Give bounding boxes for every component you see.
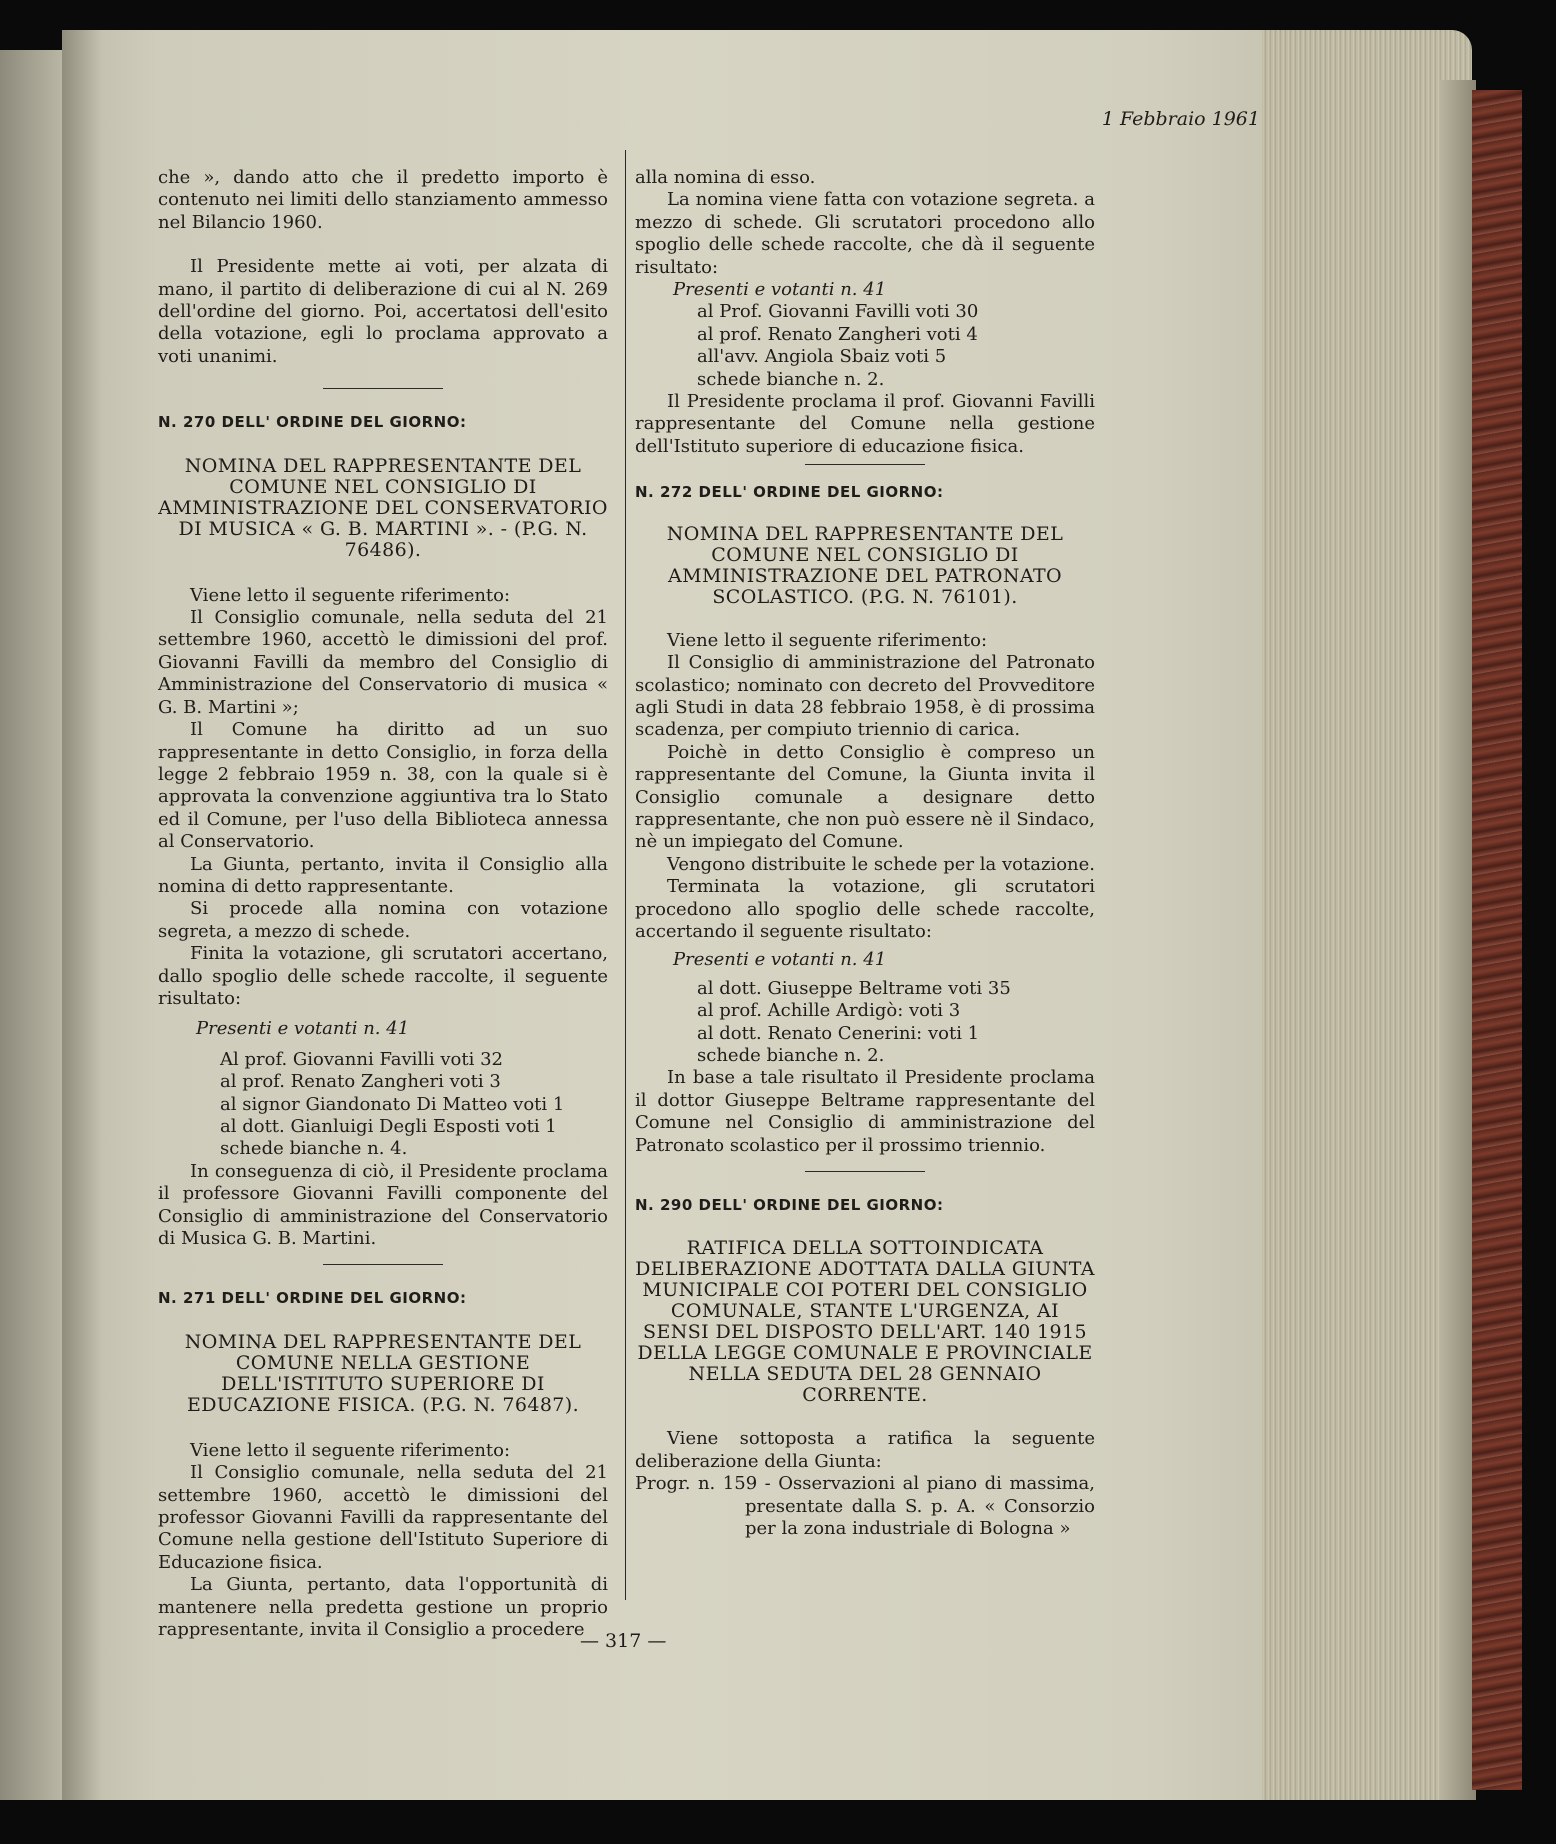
vote-line: schede bianche n. 2. — [697, 1045, 885, 1066]
left-column — [158, 167, 608, 1642]
paragraph: Il Presidente proclama il prof. Giovanni Favilli rappresentante del Comune nella gestione dell'Istituto superiore di educazione fisica. — [635, 391, 1095, 457]
paragraph: Il Consiglio comunale, nella seduta del 21 settembre 1960, accettò le dimissioni del prof. Giovanni Favilli da membro del Consiglio di Amministrazione del Conservatorio di musica « G. B. Martini »; — [158, 607, 608, 718]
paragraph: In conseguenza di ciò, il Presidente proclama il professore Giovanni Favilli componente del Consiglio di amministrazione del Conservatorio di Musica G. B. Martini. — [158, 1160, 608, 1250]
votes-heading: Presenti e votanti n. 41 — [673, 279, 887, 301]
page-header-date: 1 Febbraio 1961 — [1101, 108, 1260, 130]
gutter-shadow — [62, 30, 102, 1800]
paragraph: Terminata la votazione, gli scrutatori procedono allo spoglio delle schede raccolte, accertando il seguente risultato: — [635, 876, 1095, 942]
section-title-290: RATIFICA DELLA SOTTOINDICATA DELIBERAZIONE ADOTTATA DALLA GIUNTA MUNICIPALE COI POTERI DEL CONSIGLIO COMUNALE, STANTE L'URGENZA, AI SENSI DEL DISPOSTO DELL'ART. 140 1915 DELLA LEGGE COMUNALE E PROVINCIALE NELLA SEDUTA DEL 28 GENNAIO CORRENTE. — [635, 1237, 1095, 1407]
section-heading-272: N. 272 DELL' ORDINE DEL GIORNO: — [635, 483, 944, 502]
paragraph: La Giunta, pertanto, data l'opportunità di mantenere nella predetta gestione un proprio rappresentante, invita il Consiglio a procedere — [158, 1574, 608, 1641]
vote-line: schede bianche n. 4. — [220, 1138, 408, 1160]
paragraph: Vengono distribuite le schede per la votazione. — [667, 853, 1096, 875]
paragraph: che », dando atto che il predetto importo è contenuto nei limiti dello stanziamento ammesso nel Bilancio 1960. — [158, 167, 608, 233]
vote-line: al dott. Giuseppe Beltrame voti 35 — [697, 977, 1011, 999]
paragraph: Il Consiglio di amministrazione del Patronato scolastico; nominato con decreto del Provveditore agli Studi in data 28 febbraio 1958, è di prossima scadenza, per compiuto triennio di carica. — [635, 652, 1095, 741]
vote-line: al dott. Renato Cenerini: voti 1 — [697, 1022, 980, 1044]
paragraph: Viene letto il seguente riferimento: — [667, 629, 988, 651]
section-heading-290: N. 290 DELL' ORDINE DEL GIORNO: — [635, 1196, 944, 1215]
paragraph: La Giunta, pertanto, invita il Consiglio alla nomina di detto rappresentante. — [158, 853, 608, 897]
paragraph: Viene sottoposta a ratifica la seguente deliberazione della Giunta: — [635, 1428, 1095, 1472]
book-spine-edge — [1440, 80, 1476, 1800]
paragraph: In base a tale risultato il Presidente proclama il dottor Giuseppe Beltrame rappresentante del Comune nel Consiglio di amministrazione del Patronato scolastico per il prossimo triennio. — [635, 1067, 1095, 1156]
paragraph: Il Consiglio comunale, nella seduta del 21 settembre 1960, accettò le dimissioni del professor Giovanni Favilli da rappresentante del Comune nella gestione dell'Istituto Superiore di Educazione fisica. — [158, 1462, 608, 1573]
vote-line: al prof. Renato Zangheri voti 3 — [220, 1071, 501, 1093]
vote-line: al dott. Gianluigi Degli Esposti voti 1 — [220, 1116, 557, 1137]
paragraph: La nomina viene fatta con votazione segreta. a mezzo di schede. Gli scrutatori procedono allo spoglio delle schede raccolte, che dà il seguente risultato: — [635, 189, 1095, 278]
section-title-270: NOMINA DEL RAPPRESENTANTE DEL COMUNE NEL CONSIGLIO DI AMMINISTRAZIONE DEL CONSERVATORIO DI MUSICA « G. B. MARTINI ». - (P.G. N. 76486). — [158, 454, 608, 561]
vote-line: Al prof. Giovanni Favilli voti 32 — [220, 1048, 503, 1070]
paragraph: Poichè in detto Consiglio è compreso un rappresentante del Comune, la Giunta invita il Consiglio comunale a designare detto rappresentante, che non può essere nè il Sindaco, nè un impiegato del Comune. — [635, 741, 1095, 853]
section-heading-270: N. 270 DELL' ORDINE DEL GIORNO: — [158, 413, 467, 432]
vote-line: all'avv. Angiola Sbaiz voti 5 — [697, 346, 947, 368]
page-number: — 317 — — [580, 1630, 667, 1652]
vote-line: al signor Giandonato Di Matteo voti 1 — [220, 1093, 565, 1115]
facing-page-edge — [0, 50, 62, 1800]
right-column — [635, 167, 1095, 1540]
votes-heading: Presenti e votanti n. 41 — [673, 949, 887, 971]
vote-line: al Prof. Giovanni Favilli voti 30 — [697, 301, 979, 323]
section-title-272: NOMINA DEL RAPPRESENTANTE DEL COMUNE NEL CONSIGLIO DI AMMINISTRAZIONE DEL PATRONATO SCOLASTICO. (P.G. N. 76101). — [666, 522, 1064, 608]
marbled-cover — [1472, 90, 1522, 1790]
vote-line: al prof. Renato Zangheri voti 4 — [697, 323, 978, 345]
vote-line: schede bianche n. 2. — [697, 368, 885, 390]
column-divider — [625, 150, 626, 1600]
section-heading-271: N. 271 DELL' ORDINE DEL GIORNO: — [158, 1289, 467, 1308]
paragraph: Il Comune ha diritto ad un suo rappresentante in detto Consiglio, in forza della legge 2 febbraio 1959 n. 38, con la quale si è approvata la convenzione aggiuntiva tra lo Stato ed il Comune, per l'uso della Biblioteca annessa al Conservatorio. — [158, 719, 608, 853]
paragraph: Viene letto il seguente riferimento: — [190, 584, 511, 606]
paragraph: Il Presidente mette ai voti, per alzata di mano, il partito di deliberazione di cui al N. 269 dell'ordine del giorno. Poi, accertatosi dell'esito della votazione, egli lo proclama approvato a voti unanimi. — [158, 256, 608, 367]
paragraph: Si procede alla nomina con votazione segreta, a mezzo di schede. — [158, 898, 608, 942]
paragraph: Viene letto il seguente riferimento: — [190, 1439, 511, 1461]
paragraph: Progr. n. 159 - Osservazioni al piano di massima, presentate dalla S. p. A. « Consorzio per la zona industriale di Bologna » — [635, 1473, 1095, 1540]
vote-line: al prof. Achille Ardigò: voti 3 — [697, 1000, 961, 1022]
paragraph: Finita la votazione, gli scrutatori accertano, dallo spoglio delle schede raccolte, il seguente risultato: — [158, 943, 608, 1009]
votes-heading: Presenti e votanti n. 41 — [196, 1018, 410, 1040]
section-title-271: NOMINA DEL RAPPRESENTANTE DEL COMUNE NELLA GESTIONE DELL'ISTITUTO SUPERIORE DI EDUCAZIONE FISICA. (P.G. N. 76487). — [184, 1330, 582, 1416]
paragraph: alla nomina di esso. — [635, 167, 816, 188]
